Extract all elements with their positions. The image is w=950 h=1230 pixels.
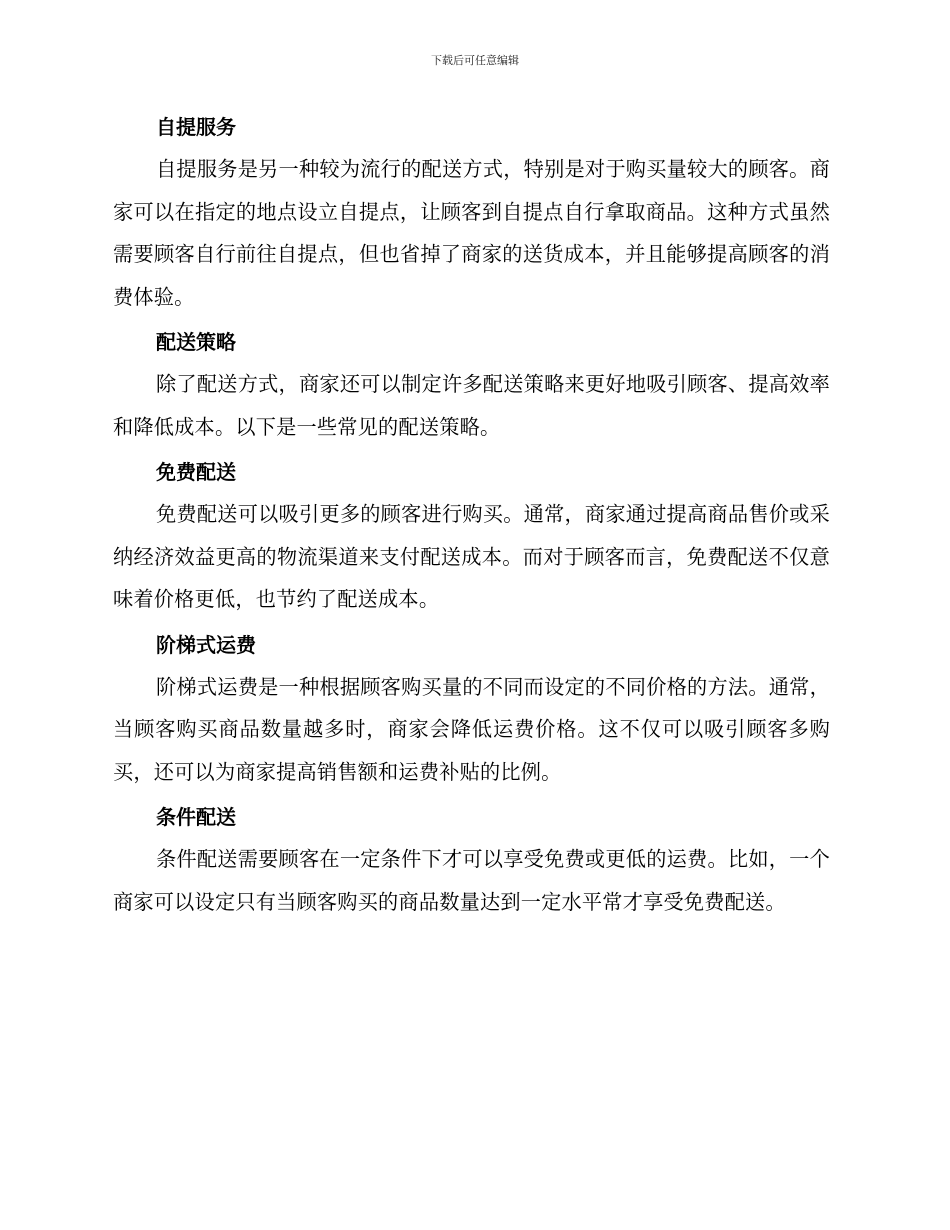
section-title: 自提服务 bbox=[156, 115, 236, 139]
section-title: 免费配送 bbox=[156, 460, 236, 484]
section-conditional-delivery bbox=[113, 798, 830, 923]
section-paragraph: 自提服务是另一种较为流行的配送方式，特别是对于购买量较大的顾客。商家可以在指定的地点设立自提点，让顾客到自提点自行拿取商品。这种方式虽然需要顾客自行前往自提点，但也省掉了商家的送货成本，并且能够提高顾客的消费体验。 bbox=[113, 157, 830, 309]
section-paragraph: 条件配送需要顾客在一定条件下才可以享受免费或更低的运费。比如，一个商家可以设定只有当顾客购买的商品数量达到一定水平常才享受免费配送。 bbox=[113, 847, 830, 914]
section-tiered-shipping bbox=[113, 626, 830, 794]
section-paragraph: 阶梯式运费是一种根据顾客购买量的不同而设定的不同价格的方法。通常，当顾客购买商品数量越多时，商家会降低运费价格。这不仅可以吸引顾客多购买，还可以为商家提高销售额和运费补贴的比例。 bbox=[113, 674, 830, 784]
section-free-delivery bbox=[113, 453, 830, 621]
section-paragraph: 免费配送可以吸引更多的顾客进行购买。通常，商家通过提高商品售价或采纳经济效益更高的物流渠道来支付配送成本。而对于顾客而言，免费配送不仅意味着价格更低，也节约了配送成本。 bbox=[113, 502, 830, 611]
section-delivery-strategy bbox=[113, 323, 830, 448]
section-title: 配送策略 bbox=[156, 330, 236, 354]
section-title: 阶梯式运费 bbox=[156, 632, 256, 657]
section-self-pickup bbox=[113, 108, 830, 318]
document-content bbox=[113, 108, 830, 928]
section-paragraph: 除了配送方式，商家还可以制定许多配送策略来更好地吸引顾客、提高效率和降低成本。以下是一些常见的配送策略。 bbox=[113, 372, 830, 439]
section-title: 条件配送 bbox=[156, 805, 236, 829]
page-header: 下载后可任意编辑 bbox=[431, 54, 519, 67]
